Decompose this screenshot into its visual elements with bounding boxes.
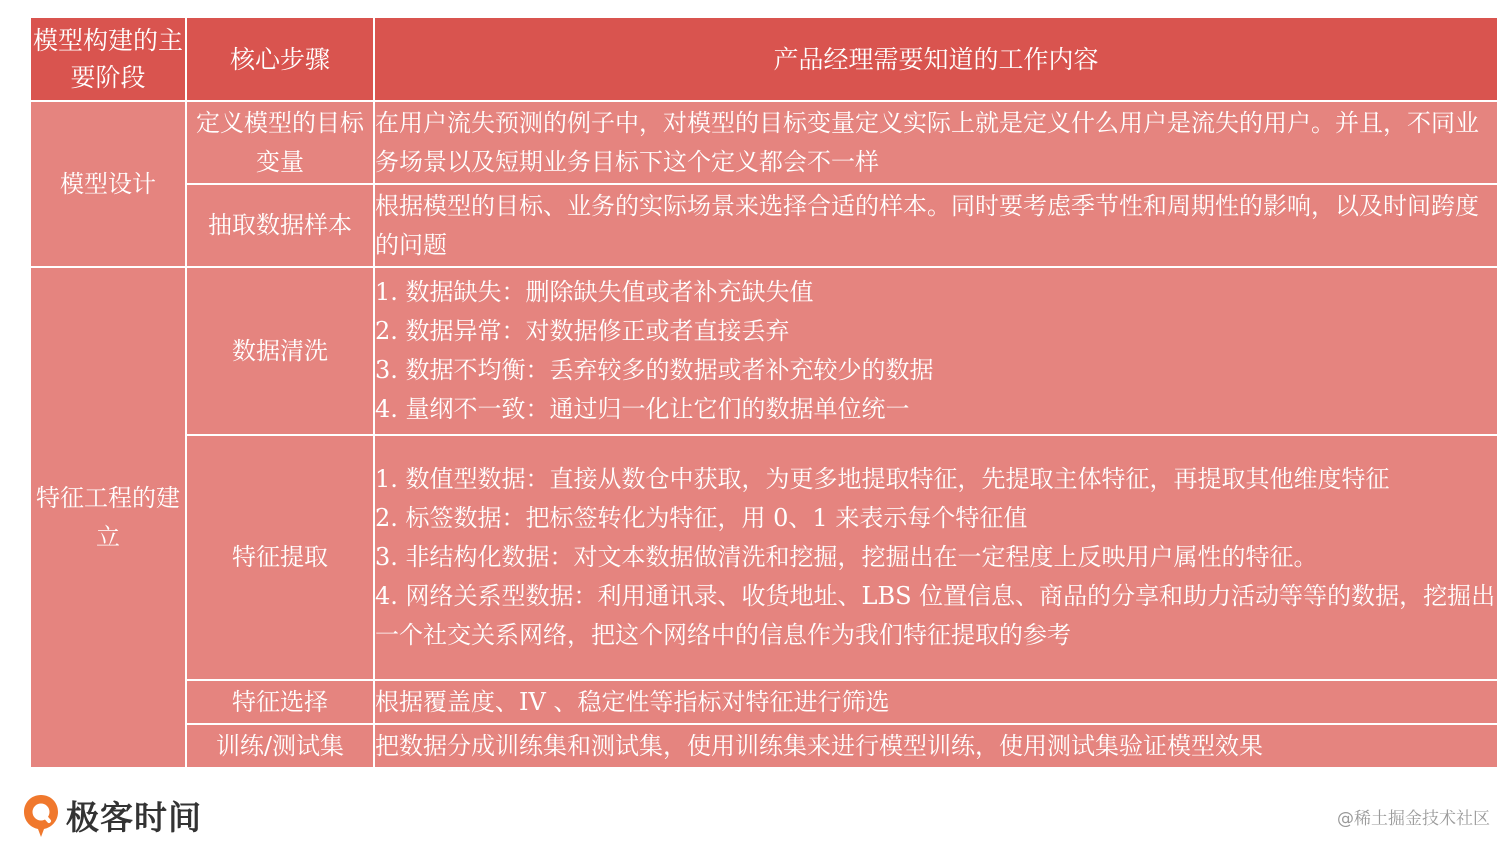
content-line: 1. 数据缺失：删除缺失值或者补充缺失值 <box>375 278 814 306</box>
table-header-row <box>30 17 1498 101</box>
header-content: 产品经理需要知道的工作内容 <box>374 17 1498 101</box>
content-cell <box>374 267 1498 435</box>
step-cell: 数据清洗 <box>186 267 374 435</box>
geektime-logo <box>22 792 202 839</box>
content-line: 3. 非结构化数据：对文本数据做清洗和挖掘，挖掘出在一定程度上反映用户属性的特征。 <box>375 543 1318 571</box>
content-line: 4. 量纲不一致：通过归一化让它们的数据单位统一 <box>375 395 910 423</box>
content-line: 4. 网络关系型数据：利用通讯录、收货地址、LBS 位置信息、商品的分享和助力活动等等的数据，挖掘出一个社交关系网络，把这个网络中的信息作为我们特征提取的参考 <box>375 582 1496 649</box>
step-cell: 抽取数据样本 <box>186 184 374 267</box>
stage-cell: 特征工程的建立 <box>30 267 186 768</box>
content-line: 2. 标签数据：把标签转化为特征，用 0、1 来表示每个特征值 <box>375 504 1028 532</box>
content-cell <box>374 724 1498 768</box>
logo-text: 极客时间 <box>66 799 202 836</box>
step-cell: 特征选择 <box>186 680 374 724</box>
table-row <box>30 435 1498 680</box>
content-line: 2. 数据异常：对数据修正或者直接丢弃 <box>375 317 790 345</box>
table-row <box>30 184 1498 267</box>
step-cell: 定义模型的目标变量 <box>186 101 374 184</box>
header-stage: 模型构建的主要阶段 <box>30 17 186 101</box>
content-line: 根据覆盖度、IV 、稳定性等指标对特征进行筛选 <box>375 687 890 716</box>
table-row <box>30 680 1498 724</box>
content-line: 1. 数值型数据：直接从数仓中获取，为更多地提取特征，先提取主体特征，再提取其他维度特征 <box>375 465 1390 493</box>
content-line: 3. 数据不均衡：丢弃较多的数据或者补充较少的数据 <box>375 356 934 384</box>
header-step: 核心步骤 <box>186 17 374 101</box>
content-cell <box>374 101 1498 184</box>
watermark: @稀土掘金技术社区 <box>1337 809 1490 829</box>
content-cell <box>374 435 1498 680</box>
model-building-table <box>29 16 1499 769</box>
content-cell <box>374 184 1498 267</box>
table-row <box>30 724 1498 768</box>
content-line: 根据模型的目标、业务的实际场景来选择合适的样本。同时要考虑季节性和周期性的影响，以及时间跨度的问题 <box>375 191 1479 259</box>
stage-cell: 模型设计 <box>30 101 186 267</box>
geektime-logo-icon <box>22 793 60 839</box>
step-cell: 特征提取 <box>186 435 374 680</box>
step-cell: 训练/测试集 <box>186 724 374 768</box>
table-row <box>30 267 1498 435</box>
content-cell <box>374 680 1498 724</box>
content-line: 把数据分成训练集和测试集，使用训练集来进行模型训练，使用测试集验证模型效果 <box>375 731 1263 760</box>
table-row <box>30 101 1498 184</box>
content-line: 在用户流失预测的例子中，对模型的目标变量定义实际上就是定义什么用户是流失的用户。并且，不同业务场景以及短期业务目标下这个定义都会不一样 <box>375 108 1479 176</box>
